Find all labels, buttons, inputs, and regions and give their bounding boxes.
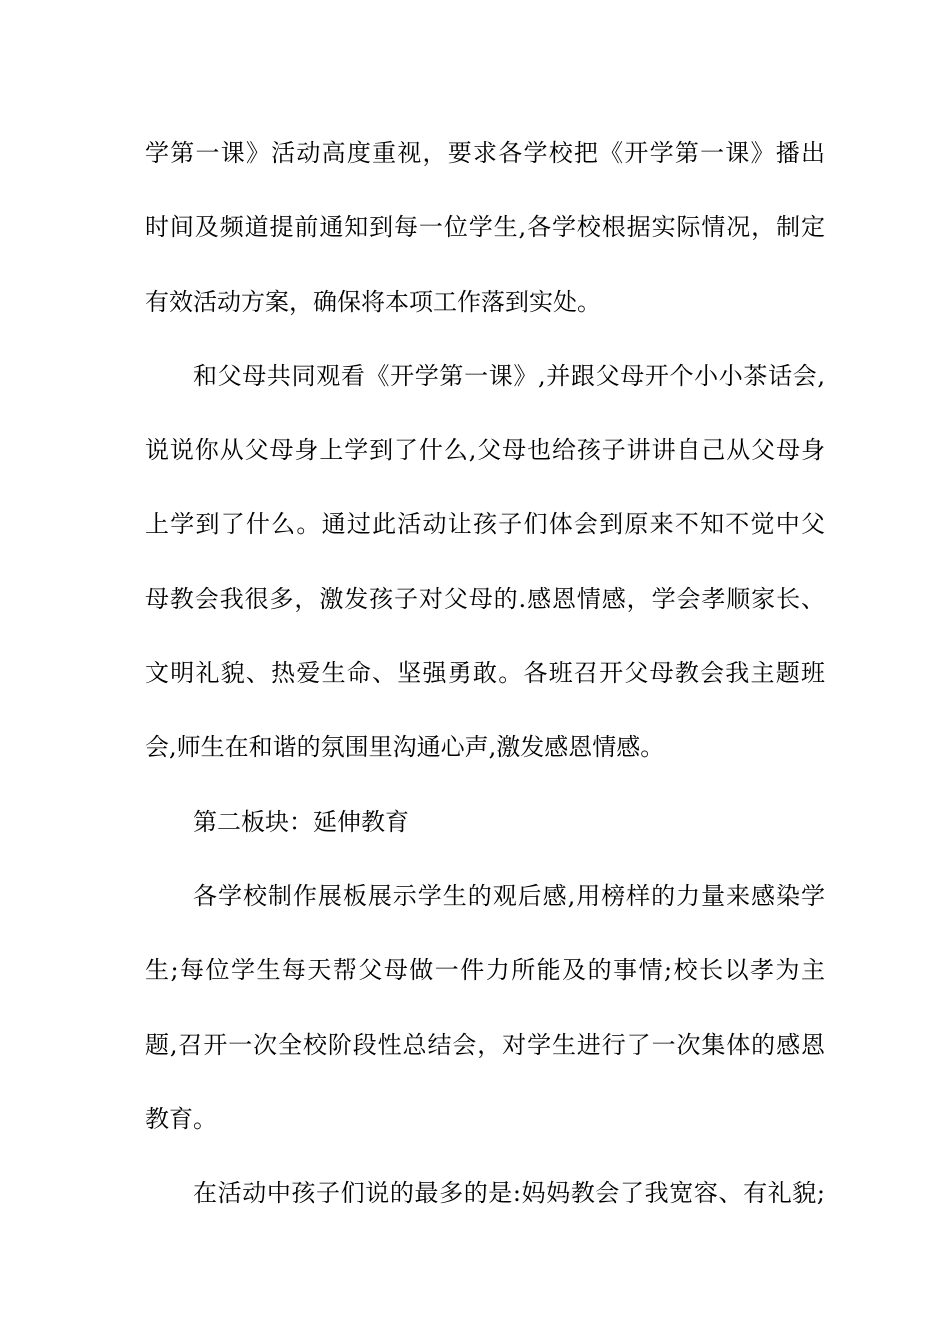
- text-line-2: 时间及频道提前通知到每一位学生,各学校根据实际情况，制定: [145, 213, 825, 242]
- text-line-12: 生;每位学生每天帮父母做一件力所能及的事情;校长以孝为主: [145, 956, 825, 985]
- text-line-13: 题,召开一次全校阶段性总结会，对学生进行了一次集体的感恩: [145, 1030, 825, 1059]
- text-line-6: 上学到了什么。通过此活动让孩子们体会到原来不知不觉中父: [145, 510, 825, 539]
- text-line-3: 有效活动方案，确保将本项工作落到实处。: [145, 287, 601, 316]
- document-body: [145, 116, 825, 1230]
- section-heading: 第二板块：延伸教育: [193, 807, 409, 836]
- text-line-4: 和父母共同观看《开学第一课》,并跟父母开个小小茶话会,: [193, 361, 825, 390]
- text-line-11: 各学校制作展板展示学生的观后感,用榜样的力量来感染学: [193, 881, 825, 910]
- text-line-8: 文明礼貌、热爱生命、坚强勇敢。各班召开父母教会我主题班: [145, 659, 825, 688]
- text-line-1: 学第一课》活动高度重视，要求各学校把《开学第一课》播出: [145, 139, 825, 167]
- text-line-14: 教育。: [145, 1104, 217, 1133]
- text-line-7: 母教会我很多，激发孩子对父母的.感恩情感，学会孝顺家长、: [145, 584, 825, 613]
- text-line-15: 在活动中孩子们说的最多的是:妈妈教会了我宽容、有礼貌;: [193, 1179, 825, 1208]
- text-line-5: 说说你从父母身上学到了什么,父母也给孩子讲讲自己从父母身: [145, 436, 825, 465]
- text-line-9: 会,师生在和谐的氛围里沟通心声,激发感恩情感。: [145, 733, 665, 762]
